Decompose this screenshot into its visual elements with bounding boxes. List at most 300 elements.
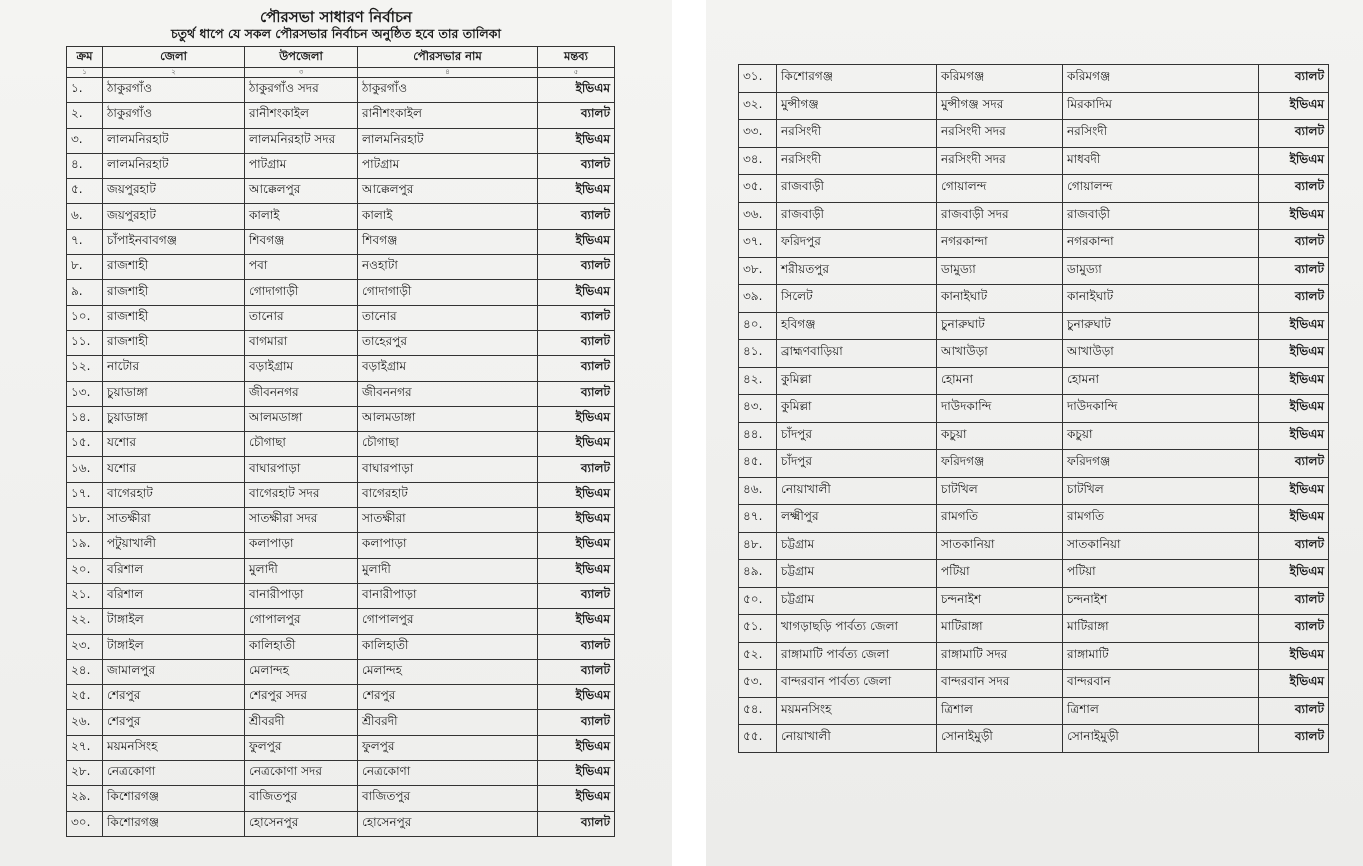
serial-cell: ৭. (67, 229, 103, 254)
serial-cell: ১৪. (67, 406, 103, 431)
upazila-cell: করিমগঞ্জ (937, 65, 1063, 93)
table-row (739, 65, 1329, 93)
district-cell: শরীয়তপুর (777, 257, 937, 285)
column-index: ৩ (245, 68, 358, 78)
upazila-cell: তানোর (245, 305, 358, 330)
table-row (67, 406, 615, 431)
header-district: জেলা (103, 47, 245, 68)
remarks-cell: ব্যালট (538, 659, 615, 684)
municipality-cell: চাটখিল (1063, 477, 1259, 505)
upazila-cell: রাঙ্গামাটি সদর (937, 642, 1063, 670)
remarks-cell: ইভিএম (538, 558, 615, 583)
table-row (67, 583, 615, 608)
table-row (739, 202, 1329, 230)
district-cell: মুন্সীগঞ্জ (777, 92, 937, 120)
table-row (739, 670, 1329, 698)
table-row (739, 175, 1329, 203)
upazila-cell: মুলাদী (245, 558, 358, 583)
district-cell: ঠাকুরগাঁও (103, 78, 245, 103)
table-row (739, 395, 1329, 423)
district-cell: জয়পুরহাট (103, 179, 245, 204)
serial-cell: ৫১. (739, 615, 777, 643)
district-cell: নরসিংদী (777, 120, 937, 148)
remarks-cell: ইভিএম (538, 229, 615, 254)
serial-cell: ১. (67, 78, 103, 103)
table-row (67, 634, 615, 659)
district-cell: কুমিল্লা (777, 367, 937, 395)
district-cell: ফরিদপুর (777, 230, 937, 258)
district-cell: চট্টগ্রাম (777, 560, 937, 588)
municipality-cell: নেত্রকোণা (358, 761, 538, 786)
upazila-cell: মাটিরাঙ্গা (937, 615, 1063, 643)
upazila-cell: কালাই (245, 204, 358, 229)
serial-cell: ২৩. (67, 634, 103, 659)
table-row (739, 230, 1329, 258)
district-cell: কিশোরগঞ্জ (777, 65, 937, 93)
municipality-cell: চৌগাছা (358, 432, 538, 457)
upazila-cell: ফরিদগঞ্জ (937, 450, 1063, 478)
municipality-table-left (66, 46, 615, 837)
left-page (0, 0, 672, 866)
remarks-cell: ব্যালট (1259, 697, 1329, 725)
remarks-cell: ব্যালট (538, 153, 615, 178)
remarks-cell: ইভিএম (1259, 395, 1329, 423)
column-index: ৫ (538, 68, 615, 78)
district-cell: জামালপুর (103, 659, 245, 684)
district-cell: বরিশাল (103, 558, 245, 583)
remarks-cell: ব্যালট (1259, 65, 1329, 93)
upazila-cell: বাগেরহাট সদর (245, 482, 358, 507)
municipality-cell: বাঘারপাড়া (358, 457, 538, 482)
remarks-cell: ব্যালট (538, 255, 615, 280)
municipality-cell: পাটগ্রাম (358, 153, 538, 178)
serial-cell: ২৮. (67, 761, 103, 786)
serial-cell: ৪৮. (739, 532, 777, 560)
municipality-cell: বান্দরবান (1063, 670, 1259, 698)
column-index: ২ (103, 68, 245, 78)
remarks-cell: ইভিএম (538, 786, 615, 811)
serial-cell: ১১. (67, 330, 103, 355)
upazila-cell: কলাপাড়া (245, 533, 358, 558)
upazila-cell: বাগমারা (245, 330, 358, 355)
municipality-cell: রানীশংকাইল (358, 103, 538, 128)
district-cell: লালমনিরহাট (103, 128, 245, 153)
upazila-cell: সোনাইমুড়ী (937, 725, 1063, 753)
district-cell: রাজশাহী (103, 280, 245, 305)
serial-cell: ৩৫. (739, 175, 777, 203)
upazila-cell: নরসিংদী সদর (937, 147, 1063, 175)
remarks-cell: ইভিএম (538, 482, 615, 507)
municipality-cell: আখাউড়া (1063, 340, 1259, 368)
municipality-cell: ফরিদগঞ্জ (1063, 450, 1259, 478)
municipality-cell: মাটিরাঙ্গা (1063, 615, 1259, 643)
serial-cell: ৪. (67, 153, 103, 178)
district-cell: বরিশাল (103, 583, 245, 608)
municipality-cell: নগরকান্দা (1063, 230, 1259, 258)
table-header-row (67, 47, 615, 68)
municipality-cell: শেরপুর (358, 685, 538, 710)
municipality-cell: পটিয়া (1063, 560, 1259, 588)
municipality-cell: চুনারুঘাট (1063, 312, 1259, 340)
serial-cell: ৪৩. (739, 395, 777, 423)
table-row (739, 285, 1329, 313)
table-row (739, 257, 1329, 285)
municipality-cell: দাউদকান্দি (1063, 395, 1259, 423)
page-gap (672, 0, 706, 866)
serial-cell: ৮. (67, 255, 103, 280)
district-cell: লালমনিরহাট (103, 153, 245, 178)
municipality-cell: বড়াইগ্রাম (358, 356, 538, 381)
table-row (739, 505, 1329, 533)
municipality-cell: ডামুড্যা (1063, 257, 1259, 285)
upazila-cell: ডামুড্যা (937, 257, 1063, 285)
municipality-cell: গোয়ালন্দ (1063, 175, 1259, 203)
upazila-cell: শ্রীবরদী (245, 710, 358, 735)
upazila-cell: মেলান্দহ (245, 659, 358, 684)
remarks-cell: ইভিএম (538, 761, 615, 786)
serial-cell: ১৭. (67, 482, 103, 507)
municipality-cell: জীবননগর (358, 381, 538, 406)
municipality-cell: কালিহাতী (358, 634, 538, 659)
table-row (67, 179, 615, 204)
municipality-cell: কানাইঘাট (1063, 285, 1259, 313)
serial-cell: ১২. (67, 356, 103, 381)
serial-cell: ১৫. (67, 432, 103, 457)
remarks-cell: ইভিএম (1259, 422, 1329, 450)
remarks-cell: ইভিএম (1259, 505, 1329, 533)
serial-cell: ২. (67, 103, 103, 128)
serial-cell: ২২. (67, 609, 103, 634)
upazila-cell: রানীশংকাইল (245, 103, 358, 128)
municipality-cell: শিবগঞ্জ (358, 229, 538, 254)
remarks-cell: ইভিএম (538, 609, 615, 634)
district-cell: সিলেট (777, 285, 937, 313)
page-title: পৌরসভা সাধারণ নির্বাচন (259, 8, 413, 26)
remarks-cell: ব্যালট (1259, 257, 1329, 285)
table-row (67, 255, 615, 280)
upazila-cell: চৌগাছা (245, 432, 358, 457)
serial-cell: ৫. (67, 179, 103, 204)
upazila-cell: কালিহাতী (245, 634, 358, 659)
municipality-cell: আক্কেলপুর (358, 179, 538, 204)
municipality-cell: হোসেনপুর (358, 811, 538, 836)
table-row (67, 735, 615, 760)
serial-cell: ৩৭. (739, 230, 777, 258)
table-row (67, 659, 615, 684)
serial-cell: ১৯. (67, 533, 103, 558)
upazila-cell: শিবগঞ্জ (245, 229, 358, 254)
upazila-cell: চুনারুঘাট (937, 312, 1063, 340)
table-row (739, 477, 1329, 505)
header-municipality: পৌরসভার নাম (358, 47, 538, 68)
remarks-cell: ইভিএম (1259, 340, 1329, 368)
serial-cell: ৪৭. (739, 505, 777, 533)
upazila-cell: দাউদকান্দি (937, 395, 1063, 423)
district-cell: চুয়াডাঙ্গা (103, 381, 245, 406)
district-cell: নরসিংদী (777, 147, 937, 175)
serial-cell: ৩৮. (739, 257, 777, 285)
table-row (739, 587, 1329, 615)
district-cell: ব্রাহ্মণবাড়িয়া (777, 340, 937, 368)
table-row (739, 340, 1329, 368)
serial-cell: ৫০. (739, 587, 777, 615)
district-cell: কিশোরগঞ্জ (103, 786, 245, 811)
serial-cell: ৩৯. (739, 285, 777, 313)
table-row (739, 560, 1329, 588)
table-row (67, 356, 615, 381)
remarks-cell: ইভিএম (538, 128, 615, 153)
upazila-cell: ঠাকুরগাঁও সদর (245, 78, 358, 103)
table-row (739, 92, 1329, 120)
table-row (739, 532, 1329, 560)
serial-cell: ৫২. (739, 642, 777, 670)
remarks-cell: ইভিএম (1259, 670, 1329, 698)
district-cell: জয়পুরহাট (103, 204, 245, 229)
municipality-cell: গোদাগাড়ী (358, 280, 538, 305)
municipality-cell: চন্দনাইশ (1063, 587, 1259, 615)
header-upazila: উপজেলা (245, 47, 358, 68)
table-row (67, 482, 615, 507)
upazila-cell: নেত্রকোণা সদর (245, 761, 358, 786)
table-row (67, 128, 615, 153)
table-row (67, 280, 615, 305)
serial-cell: ৪২. (739, 367, 777, 395)
remarks-cell: ব্যালট (538, 305, 615, 330)
serial-cell: ৩১. (739, 65, 777, 93)
municipality-cell: কচুয়া (1063, 422, 1259, 450)
district-cell: টাঙ্গাইল (103, 634, 245, 659)
remarks-cell: ব্যালট (1259, 175, 1329, 203)
remarks-cell: ব্যালট (538, 330, 615, 355)
serial-cell: ৩৬. (739, 202, 777, 230)
table-row (67, 153, 615, 178)
table-row (67, 229, 615, 254)
remarks-cell: ইভিএম (538, 406, 615, 431)
municipality-cell: মাধবদী (1063, 147, 1259, 175)
serial-cell: ৩২. (739, 92, 777, 120)
table-body-right (739, 65, 1329, 753)
remarks-cell: ইভিএম (1259, 367, 1329, 395)
table-row (739, 450, 1329, 478)
municipality-cell: ফুলপুর (358, 735, 538, 760)
district-cell: বান্দরবান পার্বত্য জেলা (777, 670, 937, 698)
serial-cell: ৪৯. (739, 560, 777, 588)
table-row (67, 609, 615, 634)
upazila-cell: পাটগ্রাম (245, 153, 358, 178)
municipality-cell: তাহেরপুর (358, 330, 538, 355)
district-cell: রাজশাহী (103, 330, 245, 355)
upazila-cell: চন্দনাইশ (937, 587, 1063, 615)
serial-cell: ৩৩. (739, 120, 777, 148)
column-index-row (67, 68, 615, 78)
remarks-cell: ব্যালট (538, 710, 615, 735)
remarks-cell: ব্যালট (1259, 120, 1329, 148)
serial-cell: ৫৫. (739, 725, 777, 753)
upazila-cell: ফুলপুর (245, 735, 358, 760)
table-row (67, 786, 615, 811)
serial-cell: ১৮. (67, 508, 103, 533)
table-row (67, 508, 615, 533)
serial-cell: ২৫. (67, 685, 103, 710)
district-cell: শেরপুর (103, 685, 245, 710)
remarks-cell: ব্যালট (1259, 615, 1329, 643)
serial-cell: ১০. (67, 305, 103, 330)
remarks-cell: ইভিএম (1259, 642, 1329, 670)
district-cell: রাজবাড়ী (777, 202, 937, 230)
remarks-cell: ইভিএম (538, 533, 615, 558)
district-cell: সাতক্ষীরা (103, 508, 245, 533)
serial-cell: ১৬. (67, 457, 103, 482)
table-row (67, 457, 615, 482)
remarks-cell: ইভিএম (538, 280, 615, 305)
district-cell: ঠাকুরগাঁও (103, 103, 245, 128)
district-cell: রাজশাহী (103, 255, 245, 280)
district-cell: পটুয়াখালী (103, 533, 245, 558)
table-row (739, 642, 1329, 670)
serial-cell: ২৯. (67, 786, 103, 811)
serial-cell: ৫৩. (739, 670, 777, 698)
remarks-cell: ইভিএম (538, 508, 615, 533)
remarks-cell: ব্যালট (538, 457, 615, 482)
district-cell: নোয়াখালী (777, 477, 937, 505)
upazila-cell: বড়াইগ্রাম (245, 356, 358, 381)
column-index: ১ (67, 68, 103, 78)
municipality-table-right (738, 64, 1329, 753)
remarks-cell: ব্যালট (538, 381, 615, 406)
district-cell: খাগড়াছড়ি পার্বত্য জেলা (777, 615, 937, 643)
municipality-cell: বানারীপাড়া (358, 583, 538, 608)
district-cell: ময়মনসিংহ (777, 697, 937, 725)
remarks-cell: ব্যালট (538, 634, 615, 659)
municipality-cell: কলাপাড়া (358, 533, 538, 558)
table-row (739, 367, 1329, 395)
district-cell: রাঙ্গামাটি পার্বত্য জেলা (777, 642, 937, 670)
district-cell: চাঁদপুর (777, 450, 937, 478)
upazila-cell: লালমনিরহাট সদর (245, 128, 358, 153)
district-cell: কিশোরগঞ্জ (103, 811, 245, 836)
district-cell: কুমিল্লা (777, 395, 937, 423)
municipality-cell: তানোর (358, 305, 538, 330)
municipality-cell: রাজবাড়ী (1063, 202, 1259, 230)
upazila-cell: পবা (245, 255, 358, 280)
upazila-cell: চাটখিল (937, 477, 1063, 505)
table-body-left (67, 78, 615, 837)
table-row (739, 147, 1329, 175)
remarks-cell: ব্যালট (538, 583, 615, 608)
upazila-cell: কানাইঘাট (937, 285, 1063, 313)
remarks-cell: ইভিএম (1259, 312, 1329, 340)
table-row (67, 381, 615, 406)
upazila-cell: গোপালপুর (245, 609, 358, 634)
district-cell: হবিগঞ্জ (777, 312, 937, 340)
serial-cell: ২৭. (67, 735, 103, 760)
table-row (739, 697, 1329, 725)
remarks-cell: ব্যালট (1259, 725, 1329, 753)
remarks-cell: ব্যালট (538, 103, 615, 128)
upazila-cell: মুন্সীগঞ্জ সদর (937, 92, 1063, 120)
district-cell: লক্ষ্মীপুর (777, 505, 937, 533)
table-row (67, 103, 615, 128)
serial-cell: ৩৪. (739, 147, 777, 175)
municipality-cell: ঠাকুরগাঁও (358, 78, 538, 103)
remarks-cell: ইভিএম (538, 78, 615, 103)
district-cell: চট্টগ্রাম (777, 532, 937, 560)
upazila-cell: জীবননগর (245, 381, 358, 406)
header-serial: ক্রম (67, 47, 103, 68)
upazila-cell: আখাউড়া (937, 340, 1063, 368)
serial-cell: ৪০. (739, 312, 777, 340)
table-row (67, 558, 615, 583)
upazila-cell: সাতকানিয়া (937, 532, 1063, 560)
district-cell: নাটোর (103, 356, 245, 381)
table-row (739, 312, 1329, 340)
district-cell: ময়মনসিংহ (103, 735, 245, 760)
municipality-cell: শ্রীবরদী (358, 710, 538, 735)
table-row (67, 330, 615, 355)
upazila-cell: ত্রিশাল (937, 697, 1063, 725)
upazila-cell: হোমনা (937, 367, 1063, 395)
municipality-cell: ত্রিশাল (1063, 697, 1259, 725)
district-cell: চুয়াডাঙ্গা (103, 406, 245, 431)
table-row (67, 761, 615, 786)
remarks-cell: ব্যালট (538, 356, 615, 381)
table-row (67, 685, 615, 710)
table-row (67, 432, 615, 457)
upazila-cell: বাজিতপুর (245, 786, 358, 811)
table-row (739, 615, 1329, 643)
district-cell: যশোর (103, 457, 245, 482)
municipality-cell: কালাই (358, 204, 538, 229)
municipality-cell: রামগতি (1063, 505, 1259, 533)
remarks-cell: ব্যালট (1259, 587, 1329, 615)
serial-cell: ৬. (67, 204, 103, 229)
remarks-cell: ইভিএম (1259, 202, 1329, 230)
upazila-cell: নগরকান্দা (937, 230, 1063, 258)
table-row (67, 533, 615, 558)
serial-cell: ৫৪. (739, 697, 777, 725)
right-page (706, 0, 1363, 866)
municipality-cell: রাঙ্গামাটি (1063, 642, 1259, 670)
district-cell: চট্টগ্রাম (777, 587, 937, 615)
header-remarks: মন্তব্য (538, 47, 615, 68)
upazila-cell: আলমডাঙ্গা (245, 406, 358, 431)
serial-cell: ৯. (67, 280, 103, 305)
table-row (67, 710, 615, 735)
remarks-cell: ইভিএম (1259, 92, 1329, 120)
upazila-cell: আক্কেলপুর (245, 179, 358, 204)
remarks-cell: ইভিএম (1259, 560, 1329, 588)
district-cell: যশোর (103, 432, 245, 457)
remarks-cell: ব্যালট (538, 811, 615, 836)
district-cell: রাজবাড়ী (777, 175, 937, 203)
municipality-cell: আলমডাঙ্গা (358, 406, 538, 431)
district-cell: বাগেরহাট (103, 482, 245, 507)
municipality-cell: গোপালপুর (358, 609, 538, 634)
remarks-cell: ইভিএম (538, 179, 615, 204)
municipality-cell: সোনাইমুড়ী (1063, 725, 1259, 753)
municipality-cell: সাতক্ষীরা (358, 508, 538, 533)
remarks-cell: ব্যালট (1259, 285, 1329, 313)
serial-cell: ২৪. (67, 659, 103, 684)
municipality-cell: মিরকাদিম (1063, 92, 1259, 120)
remarks-cell: ইভিএম (538, 685, 615, 710)
serial-cell: ২৬. (67, 710, 103, 735)
serial-cell: ২১. (67, 583, 103, 608)
upazila-cell: শেরপুর সদর (245, 685, 358, 710)
table-row (739, 422, 1329, 450)
table-row (67, 811, 615, 836)
serial-cell: ৪৫. (739, 450, 777, 478)
